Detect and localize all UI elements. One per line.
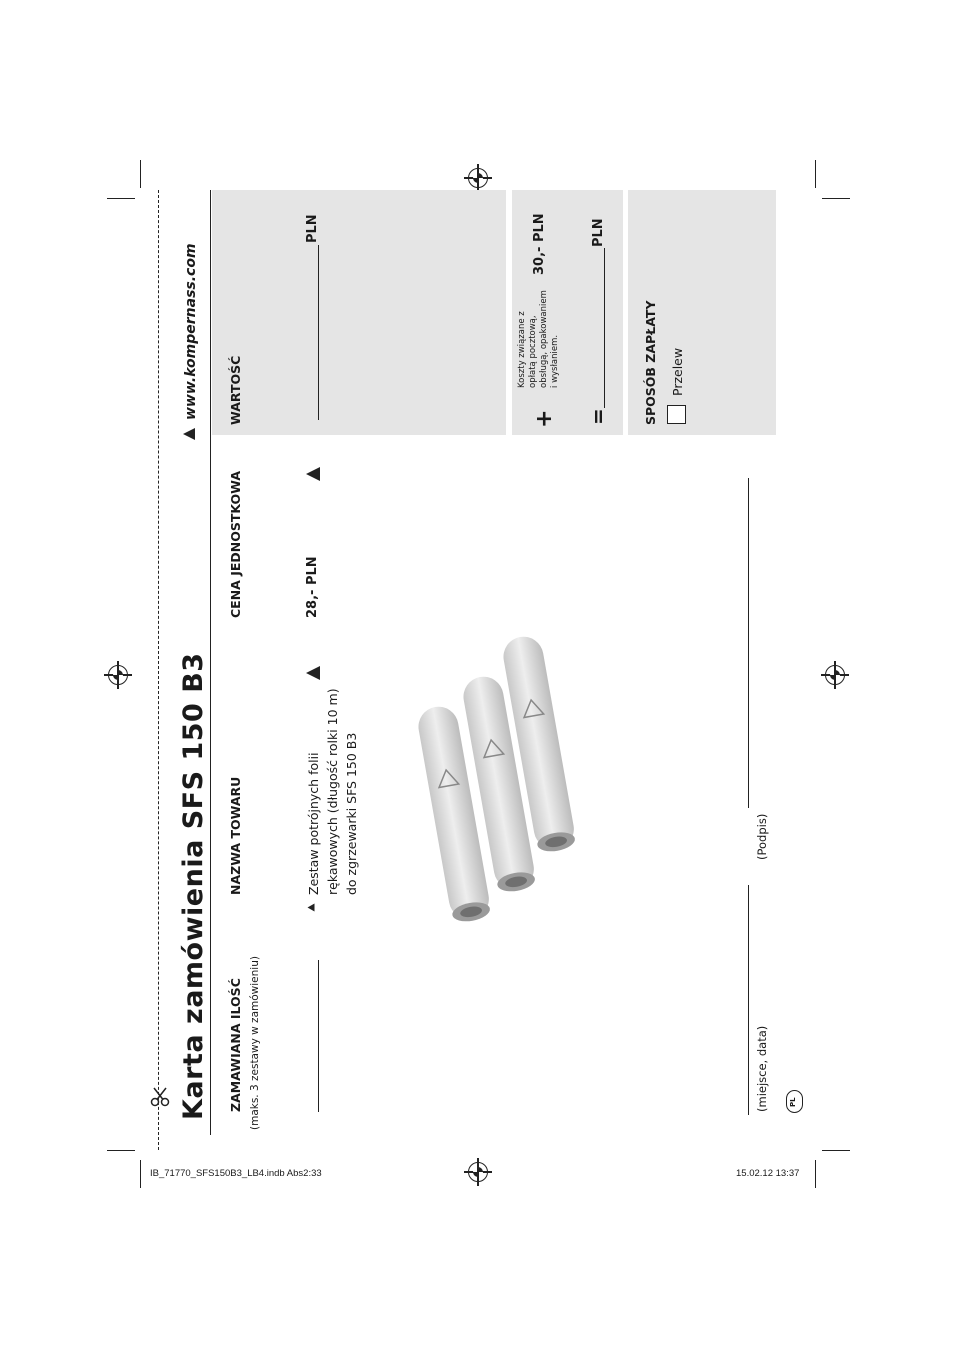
registration-mark-icon: [825, 665, 845, 685]
product-line-2: rękawowych (długość rolki 10 m): [325, 688, 340, 895]
total-input-line[interactable]: [604, 248, 605, 408]
crop-mark: [815, 1160, 816, 1188]
equals-sign: =: [586, 408, 610, 425]
shipping-note-4: i wysłaniem.: [550, 334, 560, 388]
registration-mark-icon: [468, 1162, 488, 1182]
shipping-note-3: obsługą, opakowaniem: [539, 290, 549, 388]
page-title: Karta zamówienia SFS 150 B3: [178, 652, 209, 1120]
language-badge: [786, 1090, 803, 1113]
shipping-cost: 30,- PLN: [532, 213, 547, 275]
footer-file: IB_71770_SFS150B3_LB4.indb Abs2:33: [150, 1168, 322, 1179]
place-date-line[interactable]: [748, 885, 749, 1115]
quantity-input-line[interactable]: [318, 960, 319, 1112]
cut-line: [158, 190, 159, 1150]
crop-mark: [107, 198, 135, 199]
crop-mark: [140, 160, 141, 188]
crop-mark: [822, 198, 850, 199]
plus-sign: +: [532, 409, 557, 428]
value-panel: [212, 190, 506, 435]
crop-mark: [107, 1150, 135, 1151]
footer-date: 15.02.12 13:37: [736, 1168, 800, 1179]
crop-mark: [822, 1150, 850, 1151]
title-separator: [210, 190, 211, 1135]
arrow-icon: [306, 666, 320, 680]
quantity-note: (maks. 3 zestawy w zamówieniu): [249, 956, 261, 1130]
value-input-line[interactable]: [318, 245, 319, 420]
signature-line[interactable]: [748, 478, 749, 808]
product-line-3: do zgrzewarki SFS 150 B3: [344, 732, 359, 895]
product-line-1: Zestaw potrójnych folii: [306, 752, 321, 895]
payment-option-label: Przelew: [670, 347, 685, 396]
name-header: NAZWA TOWARU: [228, 776, 243, 895]
przelew-checkbox[interactable]: [667, 405, 686, 424]
registration-mark-icon: [468, 168, 488, 188]
arrow-icon: [183, 428, 195, 440]
price-header: CENA JEDNOSTKOWA: [228, 470, 243, 618]
quantity-header: ZAMAWIANA ILOŚĆ: [228, 978, 243, 1112]
crop-mark: [140, 1160, 141, 1188]
website-link[interactable]: www.kompernass.com: [183, 243, 199, 420]
shipping-note-2: opłatą pocztową,: [528, 315, 538, 388]
crop-mark: [815, 160, 816, 188]
scissors-icon: [149, 1086, 171, 1108]
shipping-panel: [512, 190, 623, 435]
unit-price: 28,- PLN: [305, 556, 320, 618]
bullet-icon: [308, 904, 315, 912]
value-currency: PLN: [305, 214, 320, 243]
payment-header: SPOSÓB ZAPŁATY: [643, 300, 658, 425]
signature-label: (Podpis): [755, 813, 769, 860]
language-badge-label: PL: [789, 1097, 797, 1107]
shipping-note-1: Koszty związane z: [517, 311, 527, 388]
registration-mark-icon: [108, 665, 128, 685]
place-date-label: (miejsce, data): [755, 1025, 769, 1112]
value-header: WARTOŚĆ: [228, 355, 243, 425]
arrow-icon: [306, 467, 320, 481]
total-currency: PLN: [591, 218, 606, 247]
foil-rolls-image: [400, 625, 600, 935]
